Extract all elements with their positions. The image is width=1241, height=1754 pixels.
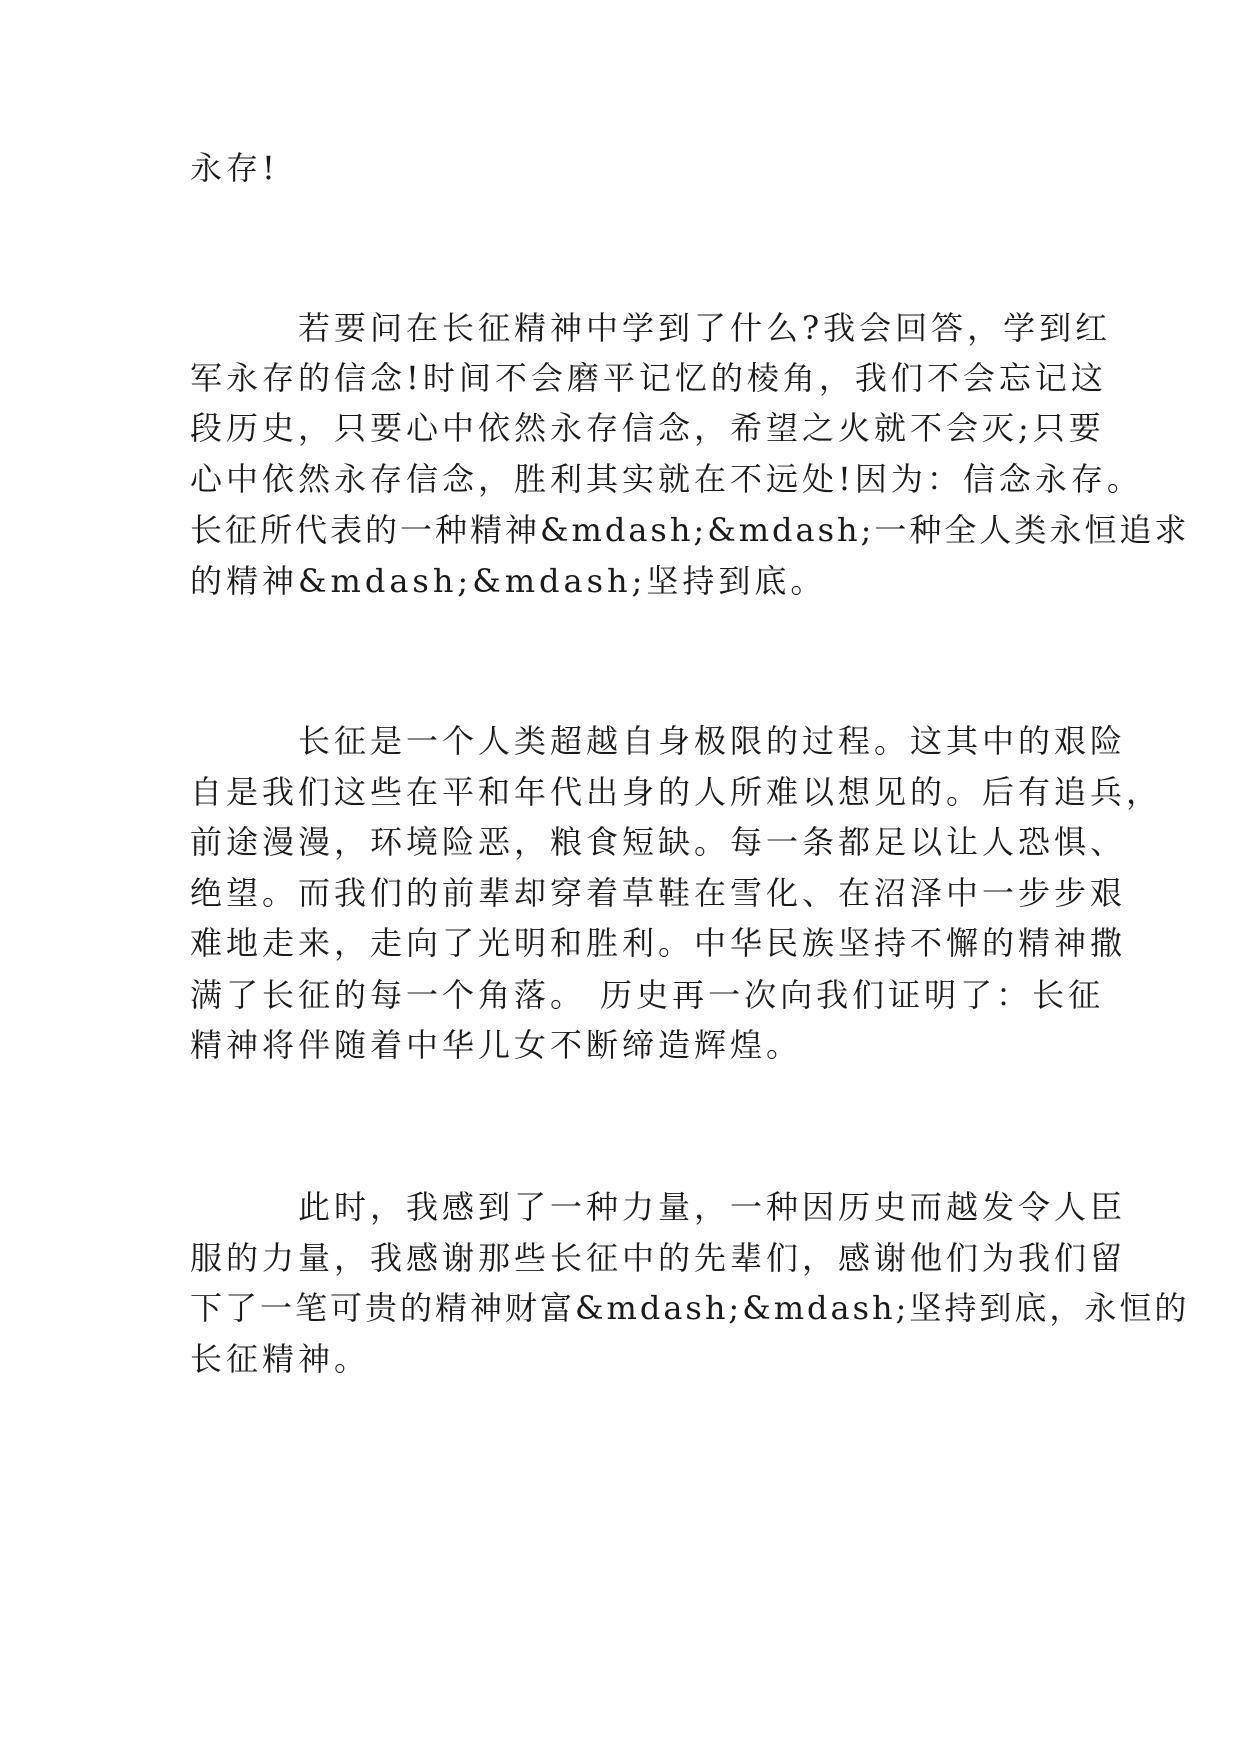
- paragraph-3-line-6: 满了长征的每一个角落。 历史再一次向我们证明了：长征: [190, 976, 1105, 1014]
- paragraph-3-line-7: 精神将伴随着中华儿女不断缔造辉煌。: [190, 1026, 803, 1064]
- paragraph-4-line-1: 此时，我感到了一种力量，一种因历史而越发令人臣: [298, 1188, 1127, 1226]
- paragraph-3-line-3: 前途漫漫，环境险恶，粮食短缺。每一条都足以让人恐惧、: [190, 823, 1127, 861]
- paragraph-3-line-1: 长征是一个人类超越自身极限的过程。这其中的艰险: [298, 722, 1127, 760]
- paragraph-2-line-4: 心中依然永存信念，胜利其实就在不远处!因为：信念永存。: [190, 460, 1143, 498]
- paragraph-2-line-2: 军永存的信念!时间不会磨平记忆的棱角，我们不会忘记这: [190, 359, 1107, 397]
- paragraph-4-line-4: 长征精神。: [190, 1340, 371, 1378]
- paragraph-4-line-3: 下了一笔可贵的精神财富&mdash;&mdash;坚持到底，永恒的: [190, 1289, 1190, 1327]
- paragraph-3-line-5: 难地走来，走向了光明和胜利。中华民族坚持不懈的精神撒: [190, 924, 1127, 962]
- paragraph-2-line-6: 的精神&mdash;&mdash;坚持到底。: [190, 562, 827, 600]
- paragraph-2-line-5: 长征所代表的一种精神&mdash;&mdash;一种全人类永恒追求: [190, 511, 1190, 549]
- paragraph-3-line-4: 绝望。而我们的前辈却穿着草鞋在雪化、在沼泽中一步步艰: [190, 874, 1127, 912]
- paragraph-1-line-1: 永存!: [190, 149, 279, 187]
- paragraph-3-line-2: 自是我们这些在平和年代出身的人所难以想见的。后有追兵，: [190, 773, 1163, 811]
- paragraph-2-line-1: 若要问在长征精神中学到了什么?我会回答，学到红: [298, 309, 1112, 347]
- paragraph-4-line-2: 服的力量，我感谢那些长征中的先辈们，感谢他们为我们留: [190, 1239, 1127, 1277]
- paragraph-2-line-3: 段历史，只要心中依然永存信念，希望之火就不会灭;只要: [190, 409, 1105, 447]
